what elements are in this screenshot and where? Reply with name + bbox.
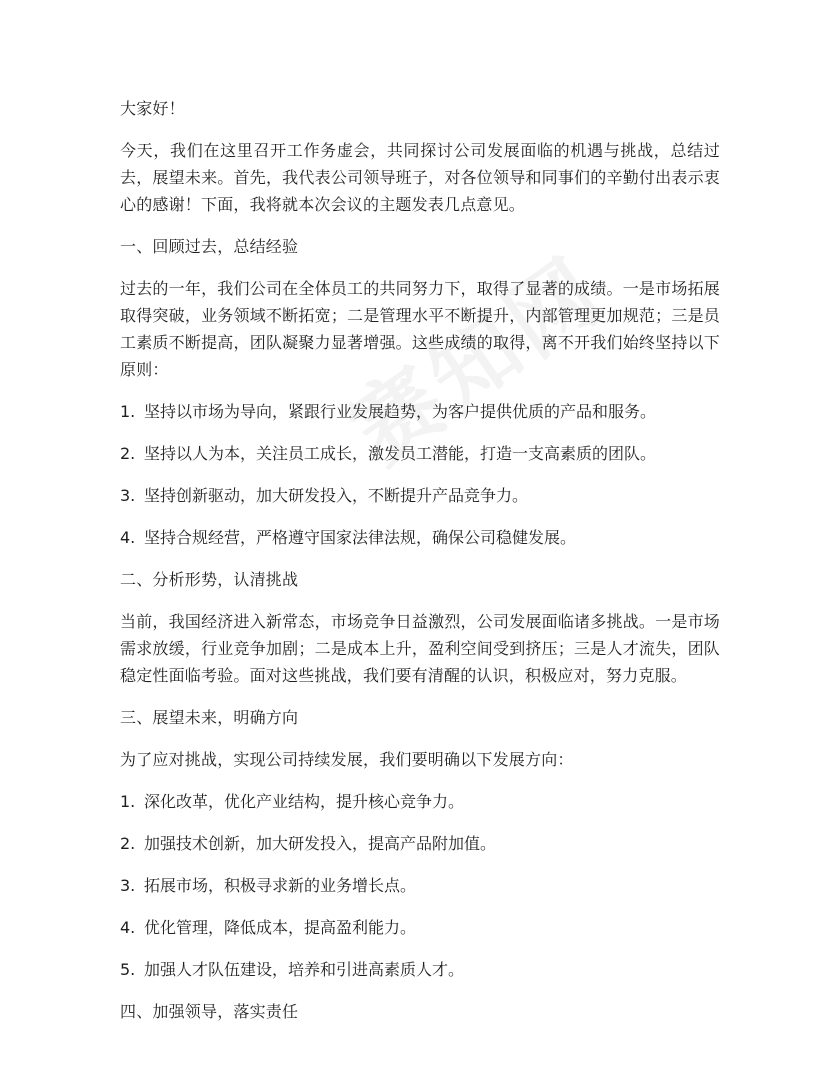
list-item-number: 2. [120,834,136,853]
list-item [120,398,720,425]
list-item-text: 加强人才队伍建设，培养和引进高素质人才。 [144,960,465,979]
section-4-heading: 四、加强领导，落实责任 [120,1002,299,1021]
section-2-heading: 二、分析形势，认清挑战 [120,570,299,589]
list-item-number: 4. [120,918,136,937]
list-item-number: 1. [120,402,136,421]
section-3-paragraph: 为了应对挑战，实现公司持续发展，我们要明确以下发展方向： [120,750,574,769]
list-item [120,788,720,815]
list-item-text: 优化管理，降低成本，提高盈利能力。 [144,918,417,937]
list-item [120,956,720,983]
section-3-heading: 三、展望未来，明确方向 [120,708,299,727]
list-item-number: 5. [120,960,136,979]
list-item-text: 加强技术创新，加大研发投入，提高产品附加值。 [144,834,497,853]
list-item-text: 深化改革，优化产业结构，提升核心竞争力。 [144,792,465,811]
intro-paragraph: 今天，我们在这里召开工作务虚会，共同探讨公司发展面临的机遇与挑战，总结过去，展望未来。首先，我代表公司领导班子，对各位领导和同事们的辛勤付出表示衷心的感谢！下面，我将就本次会议的主题发表几点意见。 [120,141,720,214]
list-item [120,830,720,857]
list-item-text: 坚持合规经营，严格遵守国家法律法规，确保公司稳健发展。 [144,528,577,547]
list-item-text: 拓展市场，积极寻求新的业务增长点。 [144,876,417,895]
list-item-number: 3. [120,486,136,505]
list-item [120,482,720,509]
list-item [120,440,720,467]
list-item [120,914,720,941]
section-1-paragraph: 过去的一年，我们公司在全体员工的共同努力下，取得了显著的成绩。一是市场拓展取得突破，业务领域不断拓宽；二是管理水平不断提升，内部管理更加规范；三是员工素质不断提高，团队凝聚力显著增强。这些成绩的取得，离不开我们始终坚持以下原则： [120,279,720,379]
list-item-number: 4. [120,528,136,547]
list-item-number: 2. [120,444,136,463]
section-2-paragraph: 当前，我国经济进入新常态，市场竞争日益激烈，公司发展面临诸多挑战。一是市场需求放缓，行业竞争加剧；二是成本上升，盈利空间受到挤压；三是人才流失，团队稳定性面临考验。面对这些挑战，我们要有清醒的认识，积极应对，努力克服。 [120,612,720,685]
list-item-text: 坚持以人为本，关注员工成长，激发员工潜能，打造一支高素质的团队。 [144,444,657,463]
list-item-number: 3. [120,876,136,895]
list-item [120,872,720,899]
list-item-number: 1. [120,792,136,811]
list-item-text: 坚持创新驱动，加大研发投入，不断提升产品竞争力。 [144,486,529,505]
list-item-text: 坚持以市场为导向，紧跟行业发展趋势，为客户提供优质的产品和服务。 [144,402,657,421]
greeting: 大家好！ [120,99,185,118]
section-1-heading: 一、回顾过去，总结经验 [120,237,299,256]
document-body [120,95,720,1040]
list-item [120,524,720,551]
